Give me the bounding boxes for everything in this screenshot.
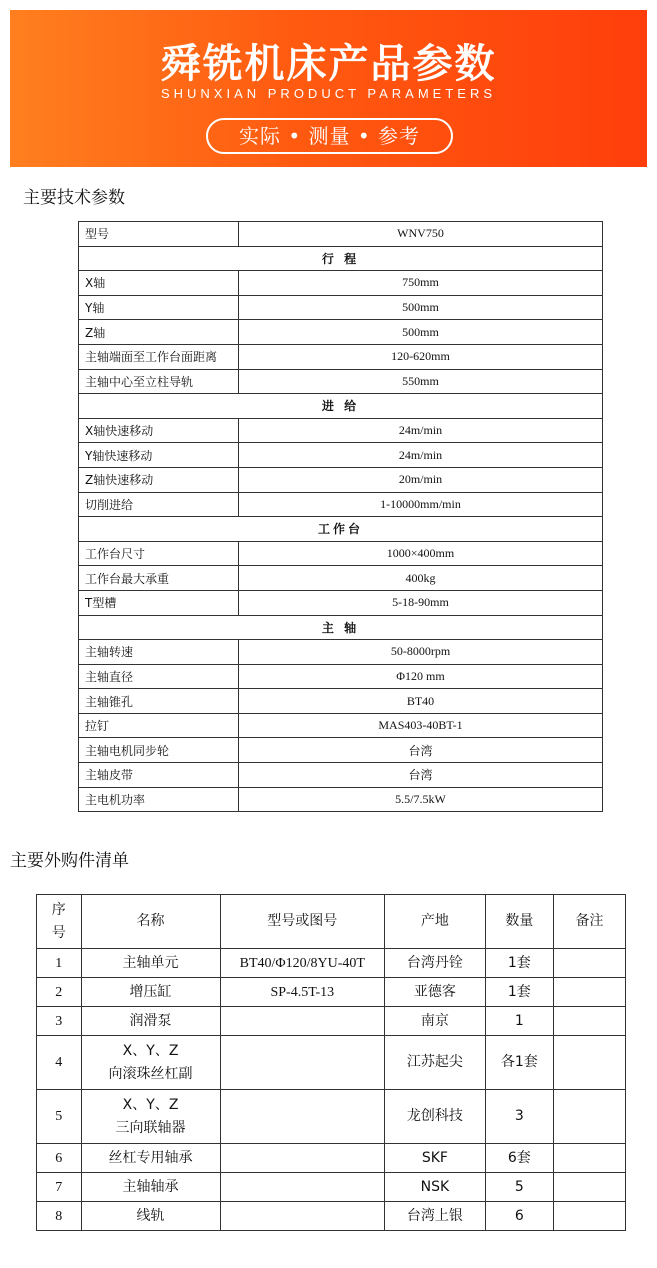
- cell-model: [220, 1036, 384, 1090]
- column-header-quantity: 数量: [485, 895, 553, 949]
- spec-value: WNV750: [239, 222, 603, 247]
- cell-origin: 台湾丹铨: [384, 949, 485, 978]
- table-row: [37, 1007, 626, 1036]
- table-group-row: [79, 615, 603, 640]
- cell-name: X、Y、Z 三向联轴器: [81, 1090, 220, 1144]
- spec-group-header: 行 程: [79, 246, 603, 271]
- cell-remark: [553, 978, 625, 1007]
- spec-label: 工作台最大承重: [79, 566, 239, 591]
- spec-group-header: 工作台: [79, 517, 603, 542]
- spec-value: 台湾: [239, 738, 603, 763]
- table-row: [79, 369, 603, 394]
- spec-label: 主电机功率: [79, 787, 239, 812]
- cell-remark: [553, 1090, 625, 1144]
- banner-tagline: 实际 • 测量 • 参考: [206, 118, 453, 154]
- spec-value: 5.5/7.5kW: [239, 787, 603, 812]
- banner-subtitle: SHUNXIAN PRODUCT PARAMETERS: [160, 86, 497, 101]
- cell-model: [220, 1007, 384, 1036]
- cell-origin: SKF: [384, 1144, 485, 1173]
- cell-quantity: 各1套: [485, 1036, 553, 1090]
- spec-value: MAS403-40BT-1: [239, 713, 603, 738]
- cell-index: 2: [37, 978, 82, 1007]
- cell-index: 1: [37, 949, 82, 978]
- spec-label: Z轴: [79, 320, 239, 345]
- table-row: [37, 1036, 626, 1090]
- spec-label: 主轴电机同步轮: [79, 738, 239, 763]
- table-header-row: [37, 895, 626, 949]
- spec-value: 400kg: [239, 566, 603, 591]
- table-group-row: [79, 246, 603, 271]
- spec-label: 型号: [79, 222, 239, 247]
- spec-label: 主轴端面至工作台面距离: [79, 344, 239, 369]
- cell-quantity: 5: [485, 1173, 553, 1202]
- table-row: [79, 271, 603, 296]
- spec-section-title: 主要技术参数: [23, 188, 125, 208]
- spec-label: X轴: [79, 271, 239, 296]
- spec-value: 24m/min: [239, 418, 603, 443]
- cell-remark: [553, 1036, 625, 1090]
- cell-quantity: 3: [485, 1090, 553, 1144]
- spec-value: Φ120 mm: [239, 664, 603, 689]
- table-row: [79, 689, 603, 714]
- cell-name: 主轴单元: [81, 949, 220, 978]
- cell-quantity: 1: [485, 1007, 553, 1036]
- cell-model: [220, 1090, 384, 1144]
- column-header-name: 名称: [81, 895, 220, 949]
- table-row: [79, 664, 603, 689]
- banner-title: 舜铣机床产品参数: [160, 41, 497, 87]
- table-row: [79, 295, 603, 320]
- cell-model: [220, 1173, 384, 1202]
- table-row: [37, 1173, 626, 1202]
- spec-value: 750mm: [239, 271, 603, 296]
- spec-value: 1-10000mm/min: [239, 492, 603, 517]
- spec-value: 24m/min: [239, 443, 603, 468]
- spec-label: Y轴: [79, 295, 239, 320]
- table-row: [37, 1090, 626, 1144]
- header-banner: [10, 10, 647, 167]
- table-row: [79, 541, 603, 566]
- spec-value: 5-18-90mm: [239, 590, 603, 615]
- spec-label: 拉钉: [79, 713, 239, 738]
- cell-quantity: 1套: [485, 949, 553, 978]
- cell-name: 丝杠专用轴承: [81, 1144, 220, 1173]
- cell-name: 润滑泵: [81, 1007, 220, 1036]
- cell-index: 4: [37, 1036, 82, 1090]
- cell-remark: [553, 1144, 625, 1173]
- table-row: [79, 640, 603, 665]
- table-row: [37, 1202, 626, 1231]
- table-row: [79, 787, 603, 812]
- table-row: [79, 763, 603, 788]
- cell-model: SP-4.5T-13: [220, 978, 384, 1007]
- table-row: [79, 418, 603, 443]
- table-group-row: [79, 517, 603, 542]
- cell-index: 6: [37, 1144, 82, 1173]
- spec-value: 500mm: [239, 295, 603, 320]
- cell-index: 8: [37, 1202, 82, 1231]
- cell-remark: [553, 1202, 625, 1231]
- cell-name: 线轨: [81, 1202, 220, 1231]
- spec-value: 50-8000rpm: [239, 640, 603, 665]
- table-row: [79, 467, 603, 492]
- cell-model: [220, 1202, 384, 1231]
- cell-origin: 龙创科技: [384, 1090, 485, 1144]
- spec-value: 500mm: [239, 320, 603, 345]
- table-row: [79, 344, 603, 369]
- table-row: [79, 713, 603, 738]
- cell-origin: 台湾上银: [384, 1202, 485, 1231]
- cell-origin: 亚德客: [384, 978, 485, 1007]
- cell-remark: [553, 1007, 625, 1036]
- cell-index: 7: [37, 1173, 82, 1202]
- table-row: [79, 492, 603, 517]
- table-row: [37, 949, 626, 978]
- table-row: [79, 222, 603, 247]
- column-header-model: 型号或图号: [220, 895, 384, 949]
- table-row: [79, 590, 603, 615]
- spec-label: T型槽: [79, 590, 239, 615]
- cell-name: 增压缸: [81, 978, 220, 1007]
- cell-origin: 南京: [384, 1007, 485, 1036]
- cell-model: [220, 1144, 384, 1173]
- cell-quantity: 6套: [485, 1144, 553, 1173]
- spec-label: Y轴快速移动: [79, 443, 239, 468]
- parts-table: [36, 894, 626, 1231]
- column-header-remark: 备注: [553, 895, 625, 949]
- parts-section-title: 主要外购件清单: [10, 851, 129, 871]
- table-row: [79, 566, 603, 591]
- spec-label: 主轴锥孔: [79, 689, 239, 714]
- cell-name: 主轴轴承: [81, 1173, 220, 1202]
- spec-value: 台湾: [239, 763, 603, 788]
- spec-value: 550mm: [239, 369, 603, 394]
- spec-label: 主轴转速: [79, 640, 239, 665]
- spec-label: Z轴快速移动: [79, 467, 239, 492]
- spec-label: 主轴中心至立柱导轨: [79, 369, 239, 394]
- cell-origin: 江苏起尖: [384, 1036, 485, 1090]
- cell-origin: NSK: [384, 1173, 485, 1202]
- spec-value: 20m/min: [239, 467, 603, 492]
- spec-label: 主轴皮带: [79, 763, 239, 788]
- spec-label: 主轴直径: [79, 664, 239, 689]
- spec-value: 120-620mm: [239, 344, 603, 369]
- cell-model: BT40/Φ120/8YU-40T: [220, 949, 384, 978]
- spec-label: 工作台尺寸: [79, 541, 239, 566]
- table-row: [79, 443, 603, 468]
- cell-name: X、Y、Z 向滚珠丝杠副: [81, 1036, 220, 1090]
- cell-index: 5: [37, 1090, 82, 1144]
- spec-group-header: 主 轴: [79, 615, 603, 640]
- cell-quantity: 6: [485, 1202, 553, 1231]
- spec-label: X轴快速移动: [79, 418, 239, 443]
- table-row: [79, 320, 603, 345]
- spec-value: BT40: [239, 689, 603, 714]
- cell-remark: [553, 1173, 625, 1202]
- spec-table: [78, 221, 603, 812]
- spec-group-header: 进 给: [79, 394, 603, 419]
- table-group-row: [79, 394, 603, 419]
- table-row: [37, 1144, 626, 1173]
- spec-value: 1000×400mm: [239, 541, 603, 566]
- cell-index: 3: [37, 1007, 82, 1036]
- table-row: [37, 978, 626, 1007]
- table-row: [79, 738, 603, 763]
- column-header-index: 序 号: [37, 895, 82, 949]
- spec-label: 切削进给: [79, 492, 239, 517]
- cell-quantity: 1套: [485, 978, 553, 1007]
- cell-remark: [553, 949, 625, 978]
- column-header-origin: 产地: [384, 895, 485, 949]
